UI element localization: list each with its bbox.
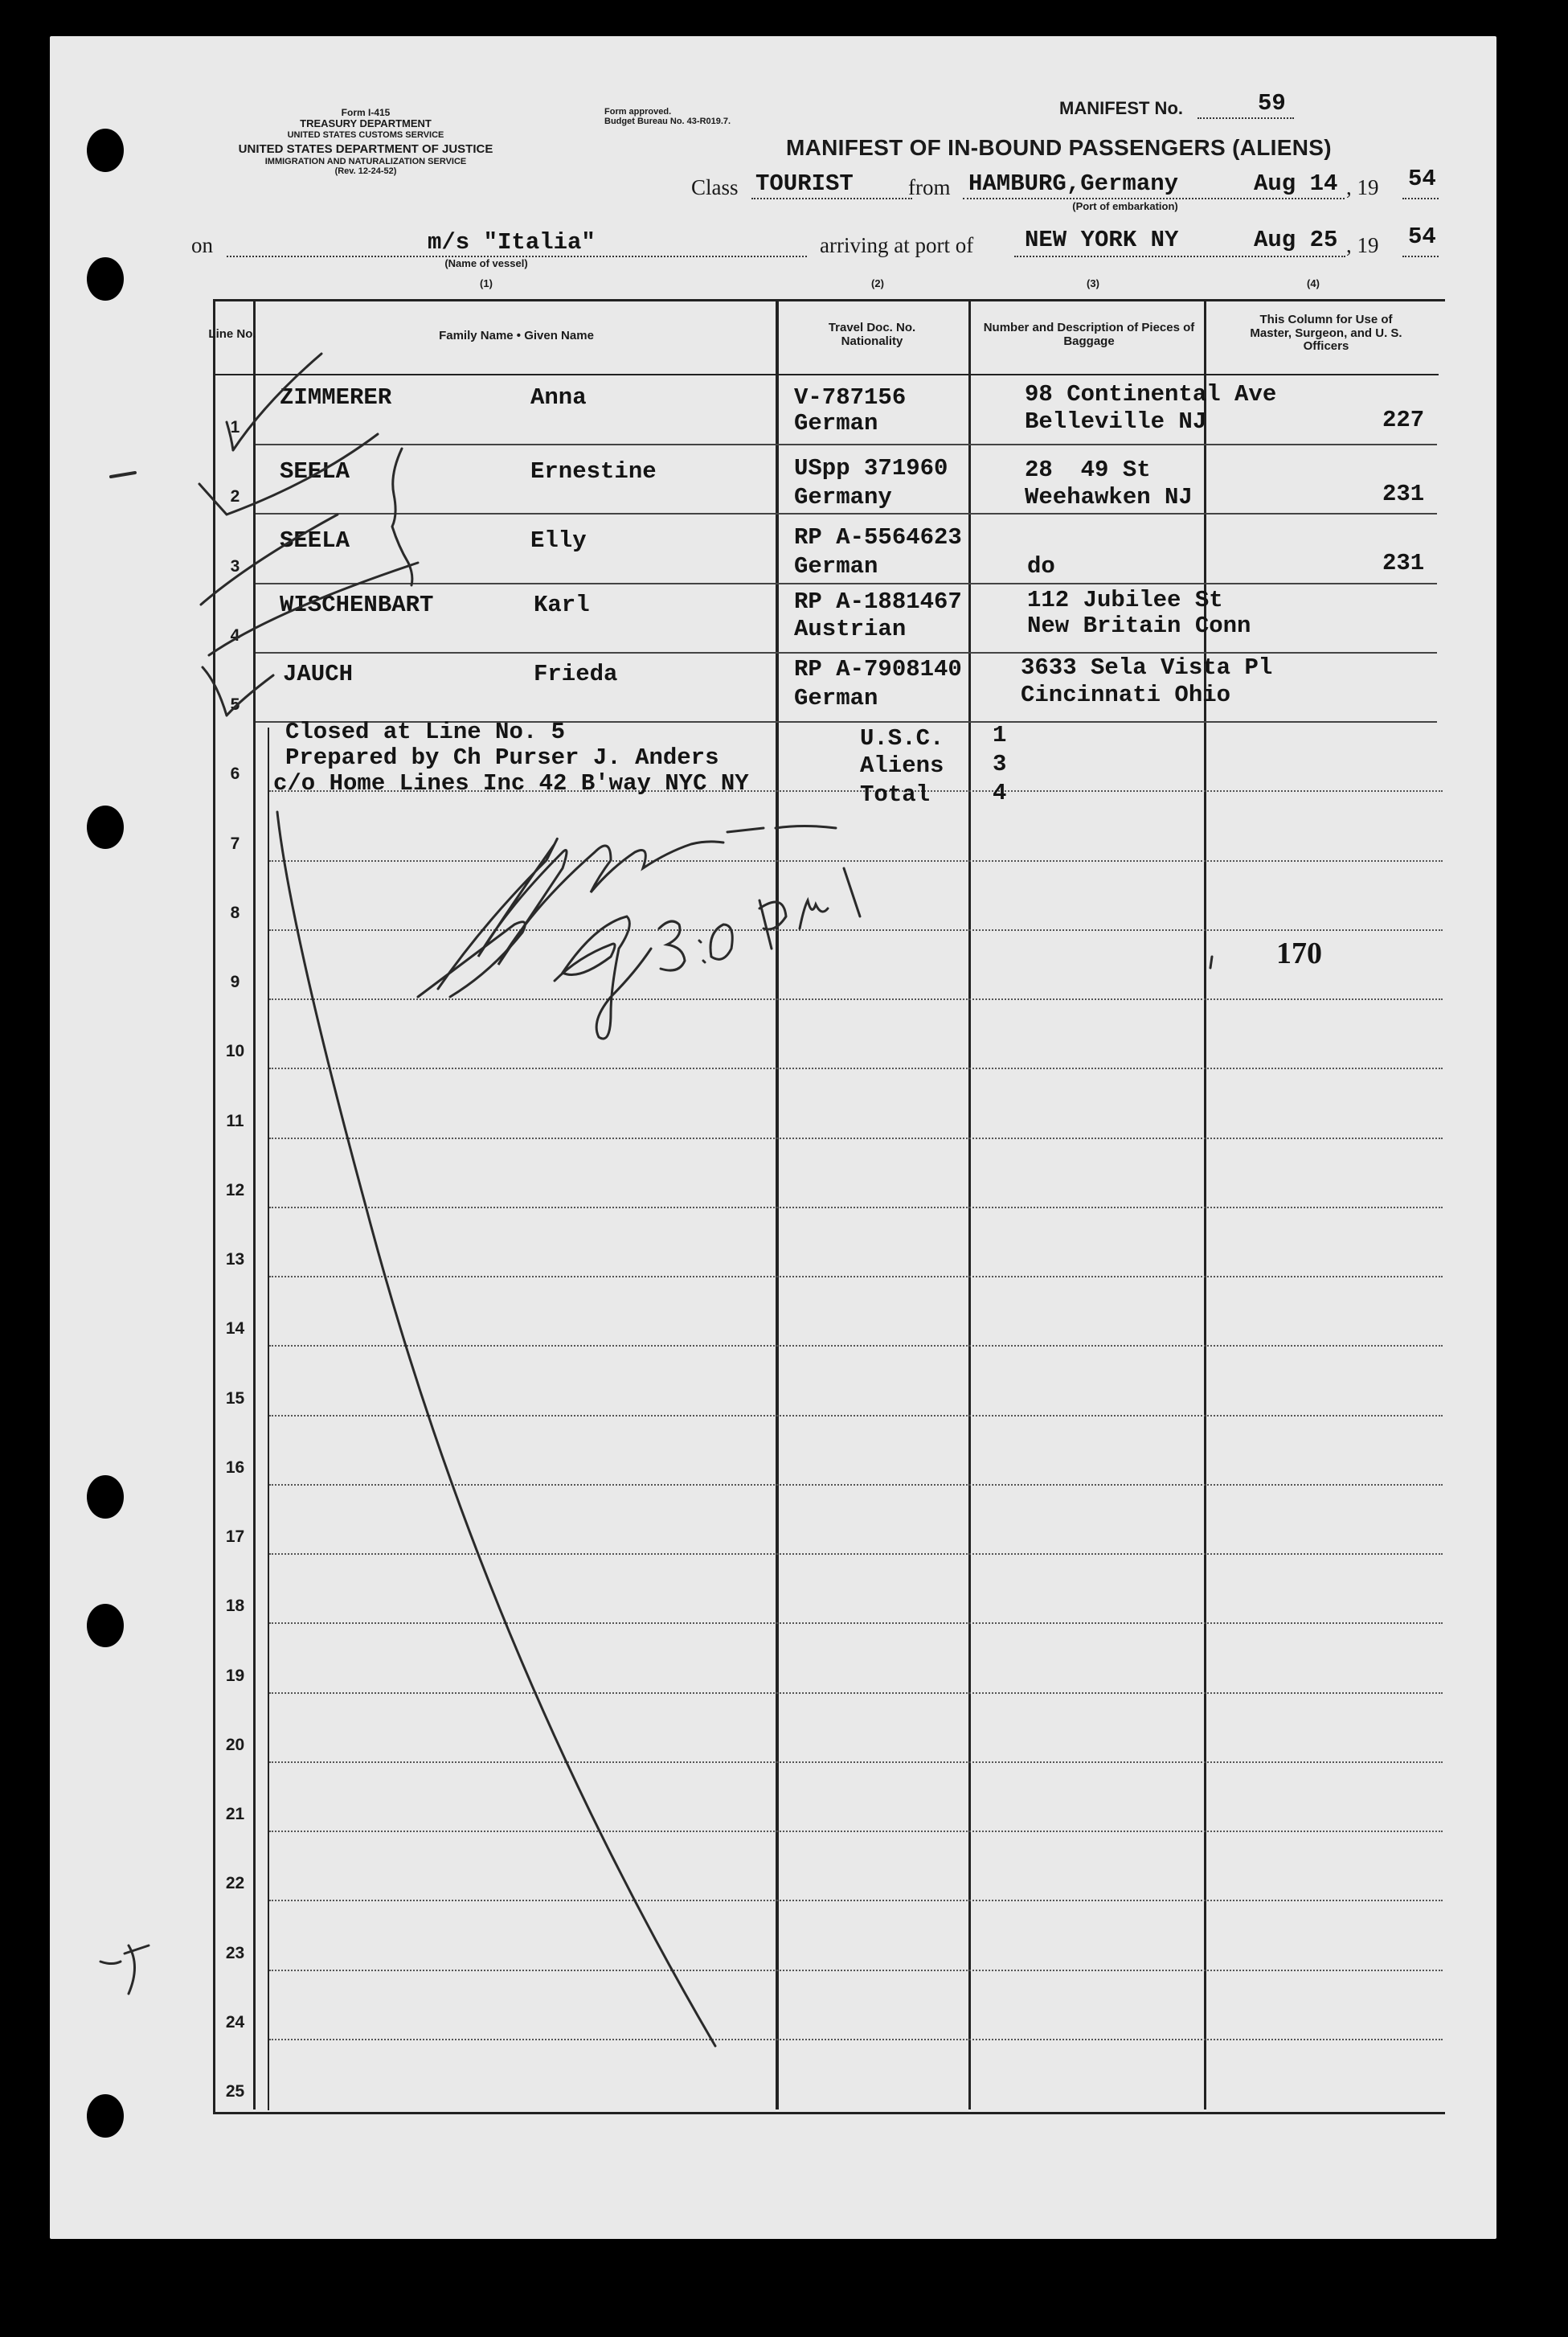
treasury-dept: TREASURY DEPARTMENT [300,117,432,130]
line-number: 17 [225,1527,245,1547]
given-name: Ernestine [530,458,657,485]
usc-label: U.S.C. [860,725,944,752]
line-number: 14 [225,1319,245,1339]
address-line-2: Cincinnati Ohio [1021,682,1231,708]
line-number: 6 [230,765,240,784]
address-line-1: 98 Continental Ave [1025,381,1277,408]
row-divider [269,1900,1443,1901]
nationality: Austrian [794,616,907,642]
row-divider [269,1484,1443,1486]
company-address: c/o Home Lines Inc 42 B'way NYC NY [273,770,749,797]
officer-code: 231 [1382,481,1425,507]
line-number: 11 [226,1111,244,1130]
family-name: WISCHENBART [280,592,434,618]
page-title: MANIFEST OF IN-BOUND PASSENGERS (ALIENS) [786,135,1332,160]
address-line-2: do [1027,553,1055,580]
line-number: 21 [225,1805,245,1824]
arrival-date: Aug 25 [1254,227,1338,253]
manifest-no-label: MANIFEST No. [1059,98,1183,118]
line-number: 3 [230,556,240,576]
line-number: 24 [225,2012,245,2032]
customs-service: UNITED STATES CUSTOMS SERVICE [287,129,444,140]
row-divider [269,998,1443,1000]
line-number: 9 [230,973,240,992]
nationality: German [794,553,878,580]
class-label: Class [691,175,739,199]
given-name: Frieda [534,661,618,687]
family-name: SEELA [280,527,350,554]
row-divider [269,860,1443,862]
nationality: Germany [794,484,892,510]
col-header-line-no: Line No. [208,327,256,341]
row-divider [269,1345,1443,1347]
from-label: from [908,175,951,199]
arrival-year-prefix: , 19 [1346,233,1379,257]
line-number: 4 [230,625,240,645]
line-number: 20 [225,1735,245,1754]
address-line-2: New Britain Conn [1027,613,1251,639]
arriving-label: arriving at port of [820,233,974,257]
line-number: 22 [225,1874,245,1893]
line-number: 10 [225,1042,245,1061]
col-num-3: (3) [1087,277,1099,289]
year-prefix: , 19 [1346,175,1379,199]
closed-at-line: Closed at Line No. 5 [285,719,566,745]
col-header-baggage: Number and Description of Pieces of Baggage [983,321,1195,348]
line-number: 18 [225,1597,245,1616]
prepared-by: Prepared by Ch Purser J. Anders [285,744,719,771]
address-line-1: 112 Jubilee St [1027,587,1223,613]
officer-count: 170 [1276,937,1322,970]
on-label: on [191,233,213,257]
travel-doc: V-787156 [794,384,907,411]
given-name: Anna [530,384,587,411]
family-name: ZIMMERER [280,384,392,411]
address-line-1: 28 49 St [1025,457,1151,483]
revision: (Rev. 12-24-52) [334,166,397,177]
arrival-year: 54 [1408,223,1436,250]
ins-service: IMMIGRATION AND NATURALIZATION SERVICE [264,157,467,167]
family-name: JAUCH [283,661,354,687]
approval-block [604,107,731,127]
row-divider [269,1831,1443,1832]
punch-hole [87,2094,124,2138]
punch-hole [87,257,124,301]
address-line-2: Belleville NJ [1025,408,1207,435]
line-number: 23 [225,1943,245,1962]
given-name: Karl [534,592,590,618]
aliens-label: Aliens [860,752,944,779]
row-divider [256,583,1437,584]
total-label: Total [860,781,931,808]
port-embark-caption: (Port of embarkation) [1072,200,1178,212]
row-divider [269,1068,1443,1069]
agency-block [181,108,551,177]
line-number: 1 [230,418,240,437]
punch-hole [87,806,124,849]
line-number: 25 [225,2082,245,2101]
embark-port: HAMBURG,Germany [968,170,1179,197]
travel-doc: RP A-5564623 [794,524,962,551]
punch-hole [87,1475,124,1519]
embark-date: Aug 14 [1254,170,1338,197]
col-num-1: (1) [480,277,493,289]
line-number: 13 [225,1250,245,1269]
row-divider [269,2039,1443,2040]
line-number: 12 [225,1180,245,1199]
col-header-travel-doc: Travel Doc. No. Nationality [828,321,916,348]
officer-code: 231 [1382,550,1425,576]
col-header-officers: This Column for Use of Master, Surgeon, and U. S. Officers [1250,313,1402,353]
usc-count: 1 [993,722,1007,748]
line-number: 19 [225,1666,245,1685]
line-number: 7 [230,834,240,853]
arrival-port: NEW YORK NY [1025,227,1179,253]
given-name: Elly [530,527,587,554]
row-divider [269,1622,1443,1624]
embark-year: 54 [1408,166,1436,192]
travel-doc: USpp 371960 [794,455,948,482]
row-divider [256,444,1437,445]
col-num-4: (4) [1307,277,1320,289]
row-divider [269,1276,1443,1277]
travel-doc: RP A-7908140 [794,656,962,683]
punch-hole [87,1604,124,1647]
row-divider [269,1138,1443,1139]
family-name: SEELA [280,458,350,485]
row-divider [269,929,1443,931]
line-number: 5 [230,695,240,715]
form-approved: Form approved. [604,107,672,117]
vessel-caption: (Name of vessel) [444,257,528,269]
justice-dept: UNITED STATES DEPARTMENT OF JUSTICE [238,142,493,157]
row-divider [269,1761,1443,1763]
form-number: Form I-415 [341,107,391,118]
line-number: 8 [230,903,240,922]
row-divider [269,1970,1443,1971]
line-number: 16 [225,1458,245,1477]
col-num-2: (2) [871,277,884,289]
row-divider [256,513,1437,515]
line-number: 15 [225,1388,245,1408]
address-line-2: Weehawken NJ [1025,484,1193,510]
class-value: TOURIST [755,170,854,197]
address-line-1: 3633 Sela Vista Pl [1021,654,1273,681]
col-header-name: Family Name • Given Name [439,329,594,342]
vessel-name: m/s "Italia" [428,229,596,256]
nationality: German [794,410,878,437]
manifest-number: 59 [1258,90,1286,117]
punch-hole [87,129,124,172]
inner-column-rule [268,728,269,2110]
total-count: 4 [993,780,1007,806]
row-divider [269,1692,1443,1694]
nationality: German [794,685,878,711]
row-divider [269,1207,1443,1208]
line-number: 2 [230,487,240,506]
travel-doc: RP A-1881467 [794,588,962,615]
row-divider [269,1415,1443,1417]
budget-bureau: Budget Bureau No. 43-R019.7. [604,117,731,127]
row-divider [269,1553,1443,1555]
officer-code: 227 [1382,407,1425,433]
aliens-count: 3 [993,751,1007,777]
row-divider [256,652,1437,654]
